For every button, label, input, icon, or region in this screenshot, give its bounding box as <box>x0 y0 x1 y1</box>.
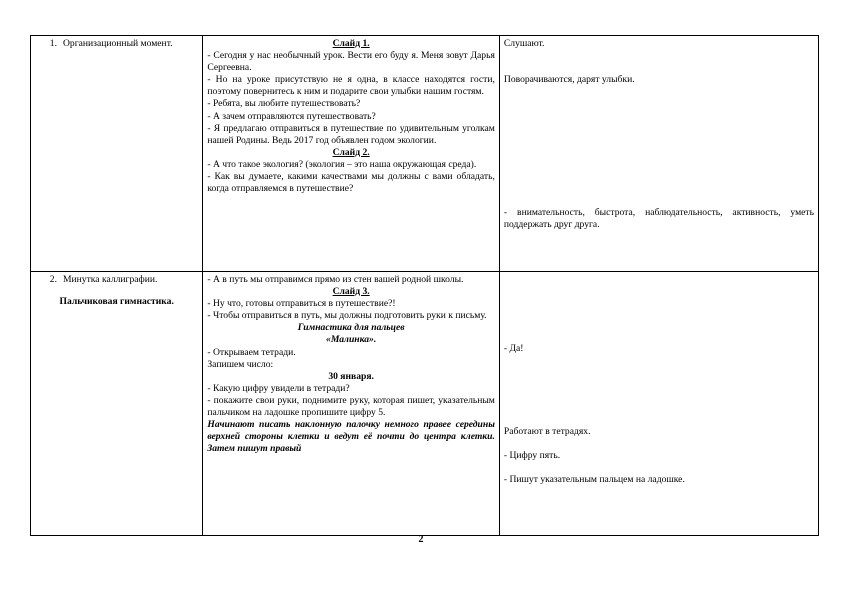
student-response: Слушают. <box>503 38 545 49</box>
teacher-line: - Открываем тетради. <box>207 346 296 358</box>
stage-subheading: Пальчиковая гимнастика. <box>59 296 174 308</box>
student-response: - Пишут указательным пальцем на ладошке. <box>503 474 685 486</box>
exercise-title: Гимнастика для пальцев <box>297 322 405 334</box>
teacher-line: Запишем число: <box>207 358 274 370</box>
date-line: 30 января. <box>328 370 374 382</box>
lesson-plan-table <box>30 35 819 536</box>
slide-heading: Слайд 1. <box>332 38 370 49</box>
teacher-line: - А в путь мы отправимся прямо из стен вашей родной школы. <box>207 274 464 285</box>
table-row <box>31 272 819 536</box>
teacher-line: - покажите свои руки, поднимите руку, которая пишет, указательным пальчиком на ладошке пропишите цифру 5. <box>207 394 495 419</box>
student-response: - Цифру пять. <box>503 450 561 462</box>
teacher-line: - Ребята, вы любите путешествовать? <box>207 98 361 110</box>
teacher-line: - А что такое экология? (экология – это наша окружающая среда). <box>207 158 477 170</box>
student-response: - Да! <box>503 343 524 354</box>
instruction-text: Начинают писать наклонную палочку немного правее середины верхней стороны клетки и ведут её почти до центра клетки. Затем пишут правый <box>207 419 495 455</box>
stage-name: Организационный момент. <box>63 38 173 49</box>
teacher-activity-text <box>207 38 495 195</box>
stage-number: 2. <box>49 274 57 285</box>
page-number: 2 <box>418 534 424 545</box>
teacher-line: - А зачем отправляются путешествовать? <box>207 110 376 122</box>
stage-name: Минутка каллиграфии. <box>63 274 158 285</box>
student-response: Поворачиваются, дарят улыбки. <box>503 74 635 86</box>
slide-heading: Слайд 2. <box>332 146 370 158</box>
student-response: - внимательность, быстрота, наблюдательность, активность, уметь поддержать друг друга. <box>503 207 814 231</box>
teacher-line: - Но на уроке присутствую не я одна, в классе находятся гости, поэтому повернитесь к ним и подарите свои улыбки нашим гостям. <box>207 74 495 98</box>
slide-heading: Слайд 3. <box>332 286 370 298</box>
student-response: Работают в тетрадях. <box>503 426 591 438</box>
teacher-activity-cell <box>203 272 500 536</box>
teacher-line: - Ну что, готовы отправиться в путешествие?! <box>207 298 396 310</box>
stage-cell <box>31 36 203 272</box>
student-activity-cell <box>499 272 818 536</box>
teacher-line: - Какую цифру увидели в тетради? <box>207 382 350 394</box>
stage-number: 1. <box>49 38 57 49</box>
teacher-line: - Я предлагаю отправиться в путешествие по удивительным уголкам нашей Родины. Ведь 2017 год объявлен годом экологии. <box>207 122 495 146</box>
table-row <box>31 36 819 272</box>
teacher-line: - Как вы думаете, какими качествами мы должны с вами обладать, когда отправляемся в путешествие? <box>207 171 495 195</box>
teacher-activity-cell <box>203 36 500 272</box>
teacher-line: - Сегодня у нас необычный урок. Вести его буду я. Меня зовут Дарья Сергеевна. <box>207 50 495 74</box>
stage-cell <box>31 272 203 536</box>
teacher-line: - Чтобы отправиться в путь, мы должны подготовить руки к письму. <box>207 310 487 322</box>
exercise-title: «Малинка». <box>326 334 377 346</box>
teacher-activity-text <box>207 274 495 455</box>
student-activity-cell <box>499 36 818 272</box>
